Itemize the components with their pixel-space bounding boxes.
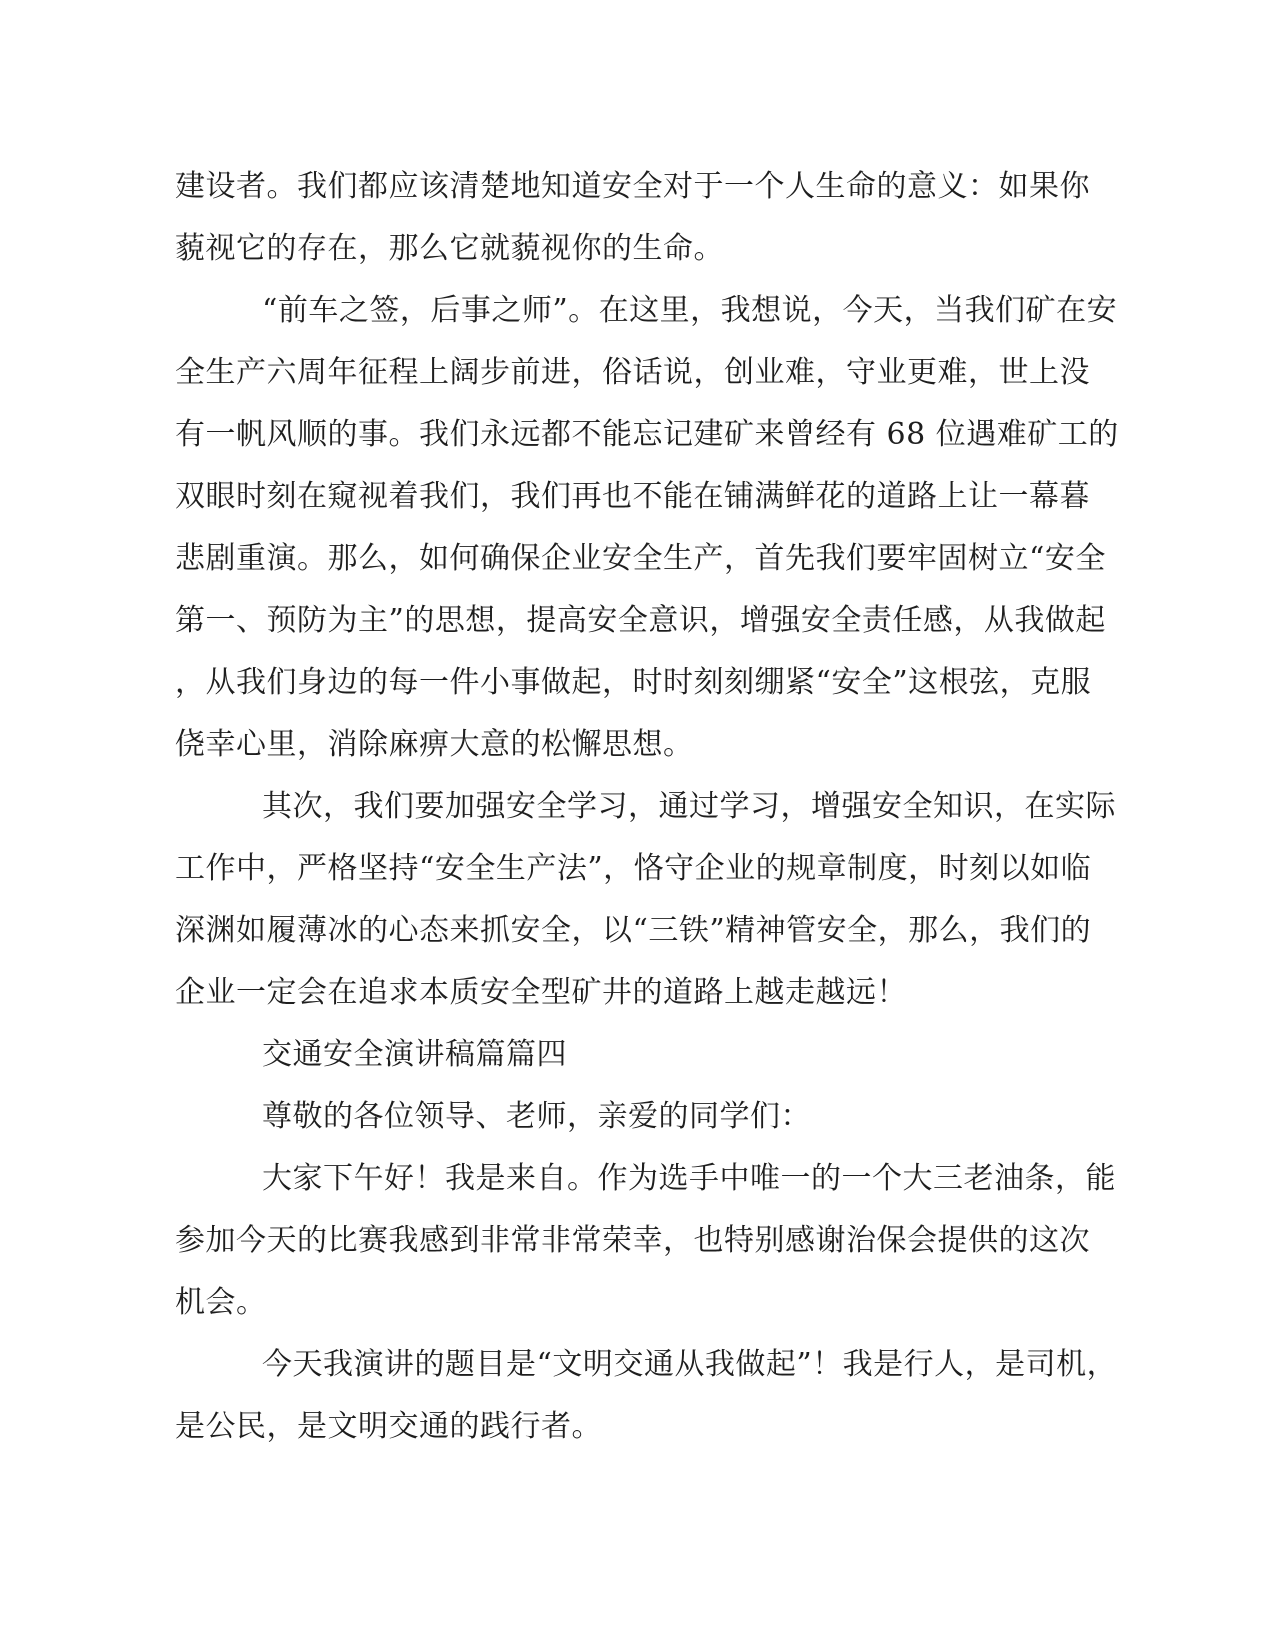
text-line: 有一帆风顺的事。我们永远都不能忘记建矿来曾经有 68 位遇难矿工的 (175, 417, 1119, 452)
text-line: 建设者。我们都应该清楚地知道安全对于一个人生命的意义：如果你 (175, 169, 1090, 204)
text-line: ，从我们身边的每一件小事做起，时时刻刻绷紧“安全”这根弦，克服 (175, 665, 1092, 700)
text-line: 双眼时刻在窥视着我们，我们再也不能在铺满鲜花的道路上让一幕暮 (175, 479, 1090, 514)
text-line: 藐视它的存在，那么它就藐视你的生命。 (175, 231, 724, 266)
text-line: 侥幸心里，消除麻痹大意的松懈思想。 (175, 727, 694, 762)
text-line: 参加今天的比赛我感到非常非常荣幸，也特别感谢治保会提供的这次 (175, 1223, 1090, 1258)
text-line: 深渊如履薄冰的心态来抓安全，以“三铁”精神管安全，那么，我们的 (175, 913, 1092, 948)
text-line: 是公民，是文明交通的践行者。 (175, 1409, 602, 1444)
text-line: 其次，我们要加强安全学习，通过学习，增强安全知识，在实际 (262, 789, 1116, 824)
document-text-block (175, 156, 1135, 1458)
text-line: 全生产六周年征程上阔步前进，俗话说，创业难，守业更难，世上没 (175, 355, 1090, 390)
text-line: 机会。 (175, 1285, 267, 1320)
text-line: 悲剧重演。那么，如何确保企业安全生产，首先我们要牢固树立“安全 (175, 541, 1106, 576)
text-line: 尊敬的各位领导、老师，亲爱的同学们： (262, 1099, 811, 1134)
text-line: 工作中，严格坚持“安全生产法”，恪守企业的规章制度，时刻以如临 (175, 851, 1092, 886)
text-line: 大家下午好！我是来自。作为选手中唯一的一个大三老油条，能 (262, 1161, 1116, 1196)
text-line: 今天我演讲的题目是“文明交通从我做起”！我是行人，是司机， (262, 1347, 1118, 1382)
text-line: 企业一定会在追求本质安全型矿井的道路上越走越远！ (175, 975, 907, 1010)
text-line: “前车之签，后事之师”。在这里，我想说，今天，当我们矿在安 (262, 293, 1118, 328)
text-line: 第一、预防为主”的思想，提高安全意识，增强安全责任感，从我做起 (175, 603, 1106, 638)
text-line: 交通安全演讲稿篇篇四 (262, 1037, 567, 1072)
